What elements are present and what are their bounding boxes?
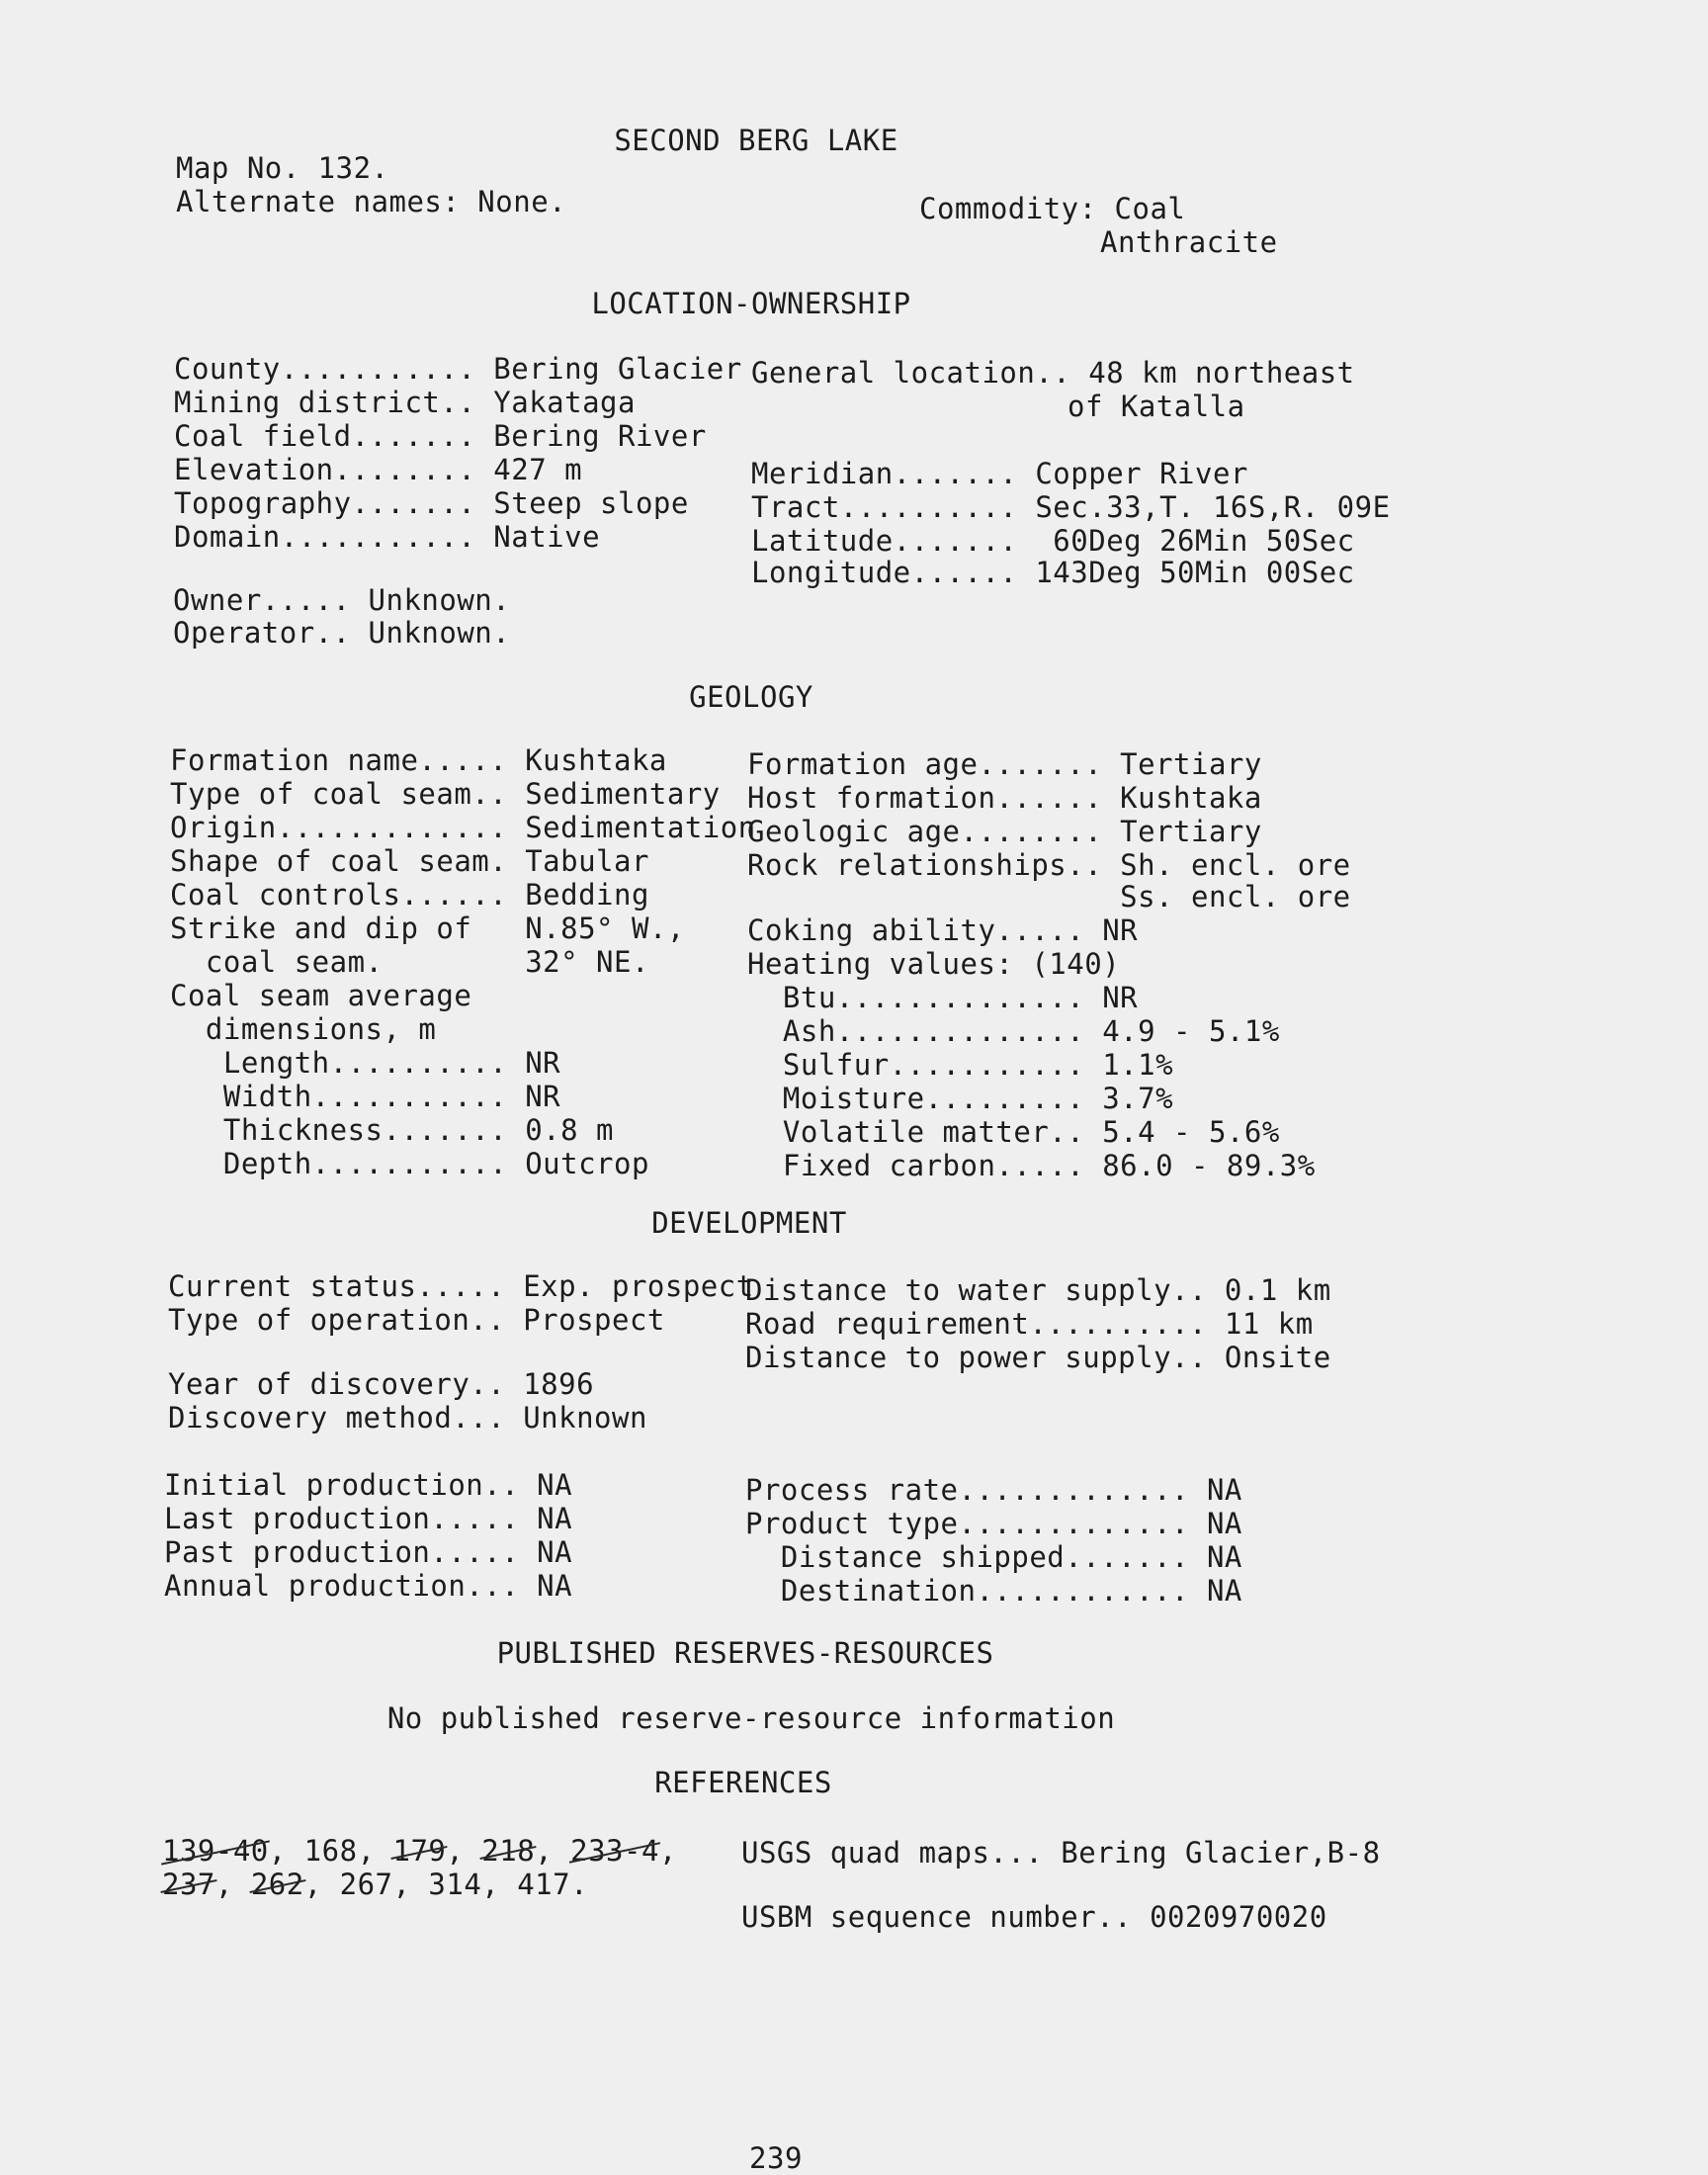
geology-row: Shape of coal seam. Tabular <box>170 844 649 878</box>
geology-row: Ss. encl. ore <box>747 880 1351 914</box>
development-row: Initial production.. NA <box>164 1468 573 1502</box>
reference-text: , 168, <box>268 1834 393 1868</box>
crossed-reference: 262 <box>250 1868 304 1901</box>
development-row: Last production..... NA <box>164 1502 573 1535</box>
development-row: Distance to water supply.. 0.1 km <box>745 1273 1331 1307</box>
location-row: Tract.......... Sec.33,T. 16S,R. 09E <box>751 490 1391 524</box>
general-location-cont: of Katalla <box>1068 390 1245 423</box>
location-row: Coal field....... Bering River <box>174 419 707 453</box>
owner: Owner..... Unknown. <box>173 583 511 617</box>
development-row: Year of discovery.. 1896 <box>168 1367 595 1401</box>
geology-row: Coal seam average <box>170 979 472 1012</box>
map-number: Map No. 132. <box>176 151 389 185</box>
references-heading: REFERENCES <box>654 1766 832 1799</box>
geology-row: Formation name..... Kushtaka <box>170 743 667 777</box>
operator: Operator.. Unknown. <box>173 616 511 650</box>
geology-row: Btu.............. NR <box>747 981 1139 1014</box>
development-row: Current status..... Exp. prospect <box>168 1269 754 1303</box>
reference-text: , <box>535 1834 571 1868</box>
reference-text: , <box>214 1868 251 1901</box>
location-row: Topography....... Steep slope <box>174 486 689 520</box>
reference-text: , 267, 314, 417. <box>303 1868 589 1901</box>
geology-row: Strike and dip of N.85° W., <box>170 912 685 945</box>
geology-row: Heating values: (140) <box>747 947 1121 981</box>
reference-list-line-2 <box>162 1868 588 1901</box>
usbm-sequence-number: USBM sequence number.. 0020970020 <box>741 1900 1327 1934</box>
geology-row: Length.......... NR <box>170 1046 561 1080</box>
geology-row: Sulfur........... 1.1% <box>747 1048 1174 1082</box>
geology-heading: GEOLOGY <box>689 680 813 714</box>
geology-row: Ash.............. 4.9 - 5.1% <box>747 1014 1280 1048</box>
crossed-reference: 233-4 <box>570 1834 659 1868</box>
reference-list-line-1 <box>162 1834 677 1868</box>
development-heading: DEVELOPMENT <box>651 1206 847 1240</box>
location-row: Latitude....... 60Deg 26Min 50Sec <box>751 524 1355 558</box>
development-row: Discovery method... Unknown <box>168 1401 647 1435</box>
crossed-reference: 218 <box>481 1834 536 1868</box>
development-row: Type of operation.. Prospect <box>168 1303 665 1337</box>
reserves-heading: PUBLISHED RESERVES-RESOURCES <box>496 1636 994 1670</box>
geology-row: Moisture......... 3.7% <box>747 1082 1174 1115</box>
page-title: SECOND BERG LAKE <box>614 124 898 157</box>
development-row: Past production..... NA <box>164 1535 573 1569</box>
geology-row: Depth........... Outcrop <box>170 1147 649 1180</box>
geology-row: Coal controls...... Bedding <box>170 878 649 912</box>
location-row: Meridian....... Copper River <box>751 457 1248 490</box>
crossed-reference: 179 <box>392 1834 447 1868</box>
development-row: Process rate............. NA <box>745 1473 1242 1507</box>
geology-row: dimensions, m <box>170 1012 437 1046</box>
reference-text: , <box>446 1834 482 1868</box>
development-row: Annual production... NA <box>164 1569 573 1603</box>
crossed-reference: 237 <box>162 1868 215 1901</box>
geology-row: Rock relationships.. Sh. encl. ore <box>747 848 1351 882</box>
location-row: Domain........... Native <box>174 520 601 554</box>
geology-row: Geologic age........ Tertiary <box>747 815 1262 848</box>
geology-row: coal seam. 32° NE. <box>170 945 649 979</box>
location-row: County........... Bering Glacier <box>174 352 742 386</box>
geology-row: Fixed carbon..... 86.0 - 89.3% <box>747 1149 1316 1182</box>
development-row: Road requirement.......... 11 km <box>745 1307 1314 1341</box>
commodity: Commodity: Coal <box>919 192 1186 225</box>
development-row: Distance to power supply.. Onsite <box>745 1341 1331 1374</box>
commodity-type: Anthracite <box>1100 225 1278 259</box>
page-number: 239 <box>749 2141 803 2175</box>
geology-row: Coking ability..... NR <box>747 914 1139 947</box>
usgs-quad-maps: USGS quad maps... Bering Glacier,B-8 <box>741 1836 1381 1870</box>
location-row: Mining district.. Yakataga <box>174 386 636 419</box>
development-row: Product type............. NA <box>745 1507 1242 1540</box>
general-location: General location.. 48 km northeast <box>751 356 1355 390</box>
geology-row: Volatile matter.. 5.4 - 5.6% <box>747 1115 1280 1149</box>
geology-row: Origin............. Sedimentation <box>170 811 756 844</box>
geology-row: Thickness....... 0.8 m <box>170 1113 614 1147</box>
reference-text: , <box>658 1834 677 1868</box>
geology-row: Type of coal seam.. Sedimentary <box>170 777 721 811</box>
location-row: Longitude...... 143Deg 50Min 00Sec <box>751 556 1355 589</box>
geology-row: Host formation...... Kushtaka <box>747 781 1262 815</box>
alternate-names: Alternate names: None. <box>176 185 567 218</box>
geology-row: Width........... NR <box>170 1080 561 1113</box>
crossed-reference: 139-40 <box>162 1834 269 1868</box>
location-heading: LOCATION-OWNERSHIP <box>591 287 911 320</box>
development-row: Destination............ NA <box>745 1574 1242 1608</box>
location-row: Elevation........ 427 m <box>174 453 583 486</box>
reserves-text: No published reserve-resource information <box>386 1701 1116 1735</box>
geology-row: Formation age....... Tertiary <box>747 747 1262 781</box>
development-row: Distance shipped....... NA <box>745 1540 1242 1574</box>
